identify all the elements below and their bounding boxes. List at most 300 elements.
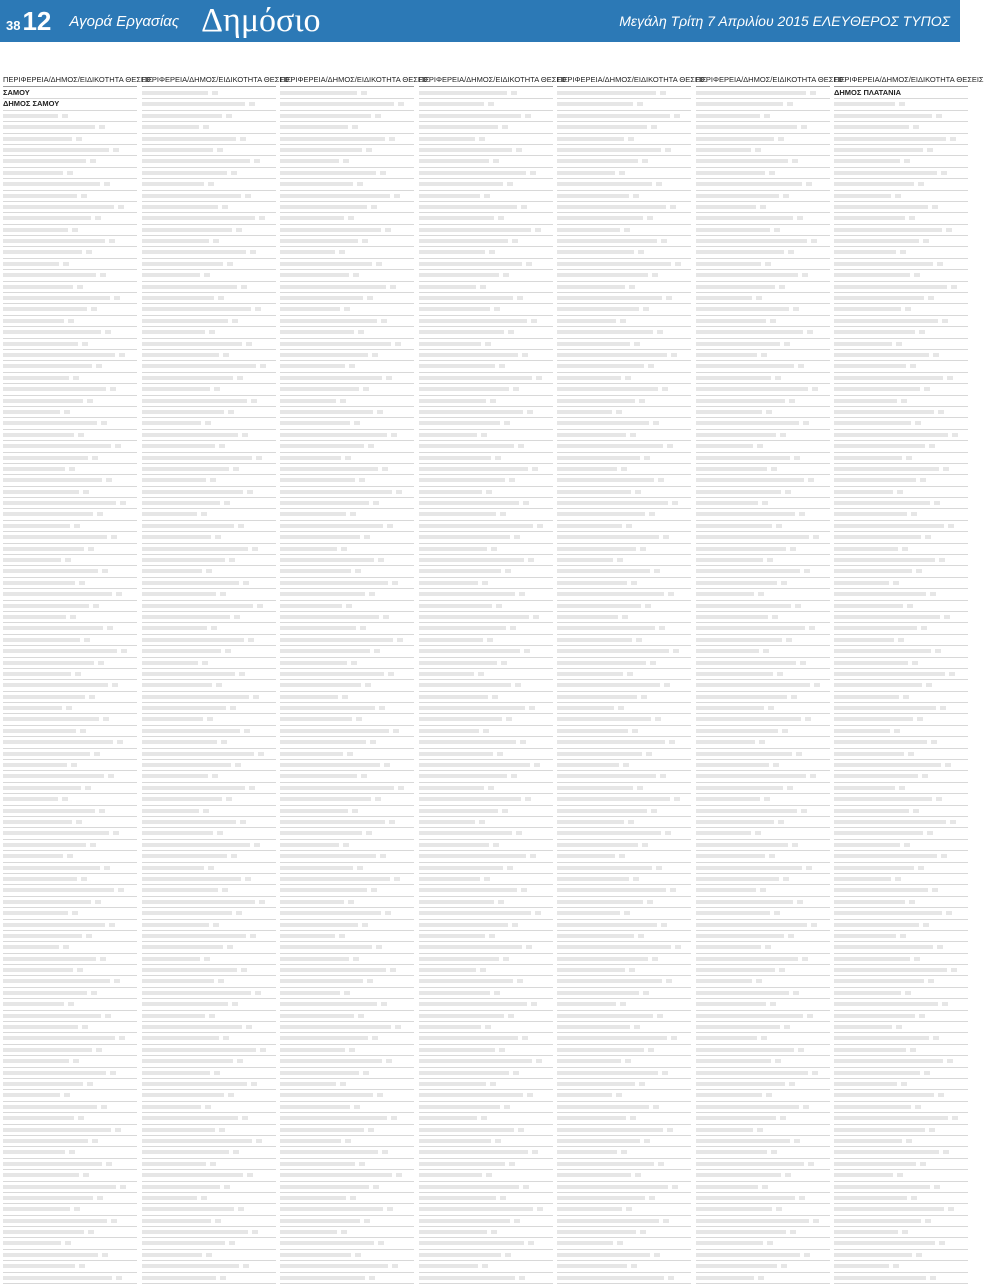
listing-row-placeholder	[142, 1125, 276, 1136]
listing-row-placeholder	[419, 179, 553, 190]
listing-row-placeholder	[280, 350, 414, 361]
listing-row-placeholder	[142, 703, 276, 714]
listing-row-placeholder	[696, 453, 830, 464]
listing-row-placeholder	[142, 828, 276, 839]
listing-row-placeholder	[3, 1136, 137, 1147]
listing-row-placeholder	[419, 771, 553, 782]
listing-row-placeholder	[3, 1193, 137, 1204]
listing-row-placeholder	[419, 111, 553, 122]
listing-row-placeholder	[419, 806, 553, 817]
listing-row-placeholder	[3, 247, 137, 258]
listing-row-placeholder	[557, 954, 691, 965]
listing-row-placeholder	[834, 897, 968, 908]
listing-row-placeholder	[142, 680, 276, 691]
listing-row-placeholder	[557, 669, 691, 680]
listing-row-placeholder	[419, 1033, 553, 1044]
section-heading-row	[3, 99, 137, 110]
listing-row-placeholder	[3, 1113, 137, 1124]
listing-row-placeholder	[3, 373, 137, 384]
listing-row-placeholder	[142, 316, 276, 327]
listing-row-placeholder	[3, 874, 137, 885]
row-label: ΣΑΜΟΥ	[3, 88, 30, 97]
listing-row-placeholder	[280, 726, 414, 737]
listing-row-placeholder	[280, 1011, 414, 1022]
listing-row-placeholder	[142, 407, 276, 418]
listing-row-placeholder	[696, 942, 830, 953]
listing-row-placeholder	[696, 156, 830, 167]
listing-row-placeholder	[419, 612, 553, 623]
listing-row-placeholder	[696, 1136, 830, 1147]
listing-row-placeholder	[3, 817, 137, 828]
listing-row-placeholder	[3, 1102, 137, 1113]
listing-row-placeholder	[142, 1147, 276, 1158]
listing-row-placeholder	[834, 1261, 968, 1272]
listing-row-placeholder	[557, 965, 691, 976]
listing-row-placeholder	[142, 1204, 276, 1215]
listing-row-placeholder	[419, 1204, 553, 1215]
listing-row-placeholder	[557, 384, 691, 395]
listing-row-placeholder	[557, 1125, 691, 1136]
listing-row-placeholder	[557, 498, 691, 509]
listing-row-placeholder	[280, 1022, 414, 1033]
listing-row-placeholder	[419, 646, 553, 657]
listing-row-placeholder	[280, 783, 414, 794]
listing-row-placeholder	[419, 145, 553, 156]
listing-row-placeholder	[557, 1170, 691, 1181]
listing-row-placeholder	[696, 1273, 830, 1284]
listing-row-placeholder	[419, 384, 553, 395]
listing-row-placeholder	[280, 441, 414, 452]
listing-row-placeholder	[834, 680, 968, 691]
listing-row-placeholder	[834, 1045, 968, 1056]
listing-row-placeholder	[3, 156, 137, 167]
listing-row-placeholder	[142, 885, 276, 896]
listing-row-placeholder	[834, 1238, 968, 1249]
listing-row-placeholder	[280, 179, 414, 190]
listing-row-placeholder	[696, 1113, 830, 1124]
listing-row-placeholder	[696, 885, 830, 896]
listing-row-placeholder	[696, 874, 830, 885]
listing-row-placeholder	[557, 509, 691, 520]
listing-row-placeholder	[142, 487, 276, 498]
listing-row-placeholder	[419, 1045, 553, 1056]
listing-row-placeholder	[280, 122, 414, 133]
listing-row-placeholder	[142, 293, 276, 304]
listing-row-placeholder	[557, 361, 691, 372]
listing-row-placeholder	[696, 179, 830, 190]
listing-row-placeholder	[834, 373, 968, 384]
listing-row-placeholder	[557, 179, 691, 190]
listing-row-placeholder	[696, 1011, 830, 1022]
listing-row-placeholder	[142, 1159, 276, 1170]
listing-row-placeholder	[280, 680, 414, 691]
listing-row-placeholder	[3, 532, 137, 543]
listing-row-placeholder	[3, 384, 137, 395]
listing-row-placeholder	[696, 828, 830, 839]
listing-column	[834, 74, 984, 1284]
listing-row-placeholder	[3, 806, 137, 817]
listing-row-placeholder	[142, 635, 276, 646]
listing-row-placeholder	[280, 885, 414, 896]
listing-row-placeholder	[142, 99, 276, 110]
listing-row-placeholder	[142, 384, 276, 395]
listing-row-placeholder	[696, 544, 830, 555]
listing-row-placeholder	[280, 88, 414, 99]
listing-row-placeholder	[834, 942, 968, 953]
listing-row-placeholder	[280, 1182, 414, 1193]
listing-row-placeholder	[419, 282, 553, 293]
listing-row-placeholder	[696, 1102, 830, 1113]
listing-row-placeholder	[142, 179, 276, 190]
listing-row-placeholder	[557, 1068, 691, 1079]
listing-row-placeholder	[280, 589, 414, 600]
listing-row-placeholder	[834, 1079, 968, 1090]
listing-row-placeholder	[3, 589, 137, 600]
listing-row-placeholder	[696, 339, 830, 350]
listing-row-placeholder	[419, 441, 553, 452]
listing-row-placeholder	[419, 532, 553, 543]
listing-row-placeholder	[3, 1159, 137, 1170]
listing-row-placeholder	[557, 658, 691, 669]
listing-row-placeholder	[142, 965, 276, 976]
listing-row-placeholder	[419, 247, 553, 258]
listing-row-placeholder	[834, 828, 968, 839]
listing-row-placeholder	[557, 885, 691, 896]
listing-row-placeholder	[3, 703, 137, 714]
listing-row-placeholder	[142, 464, 276, 475]
listing-row-placeholder	[696, 304, 830, 315]
listing-row-placeholder	[280, 111, 414, 122]
listing-row-placeholder	[419, 988, 553, 999]
listing-row-placeholder	[696, 1090, 830, 1101]
listing-row-placeholder	[280, 646, 414, 657]
section-heading-row	[834, 88, 968, 99]
listing-row-placeholder	[280, 976, 414, 987]
listing-row-placeholder	[557, 453, 691, 464]
listing-row-placeholder	[557, 1193, 691, 1204]
listing-row-placeholder	[142, 373, 276, 384]
listing-row-placeholder	[834, 1090, 968, 1101]
listing-row-placeholder	[419, 1113, 553, 1124]
listing-row-placeholder	[557, 145, 691, 156]
listing-row-placeholder	[834, 988, 968, 999]
listing-row-placeholder	[557, 1090, 691, 1101]
listing-row-placeholder	[280, 692, 414, 703]
listing-row-placeholder	[3, 612, 137, 623]
listing-row-placeholder	[142, 714, 276, 725]
listing-row-placeholder	[557, 418, 691, 429]
listing-row-placeholder	[3, 1022, 137, 1033]
listing-row-placeholder	[280, 749, 414, 760]
listing-row-placeholder	[142, 1261, 276, 1272]
listing-row-placeholder	[142, 1216, 276, 1227]
listing-row-placeholder	[834, 544, 968, 555]
listing-row-placeholder	[142, 544, 276, 555]
listing-row-placeholder	[557, 737, 691, 748]
listing-row-placeholder	[696, 213, 830, 224]
listing-row-placeholder	[280, 908, 414, 919]
listing-row-placeholder	[3, 1011, 137, 1022]
listing-row-placeholder	[419, 976, 553, 987]
listing-row-placeholder	[3, 396, 137, 407]
listing-row-placeholder	[280, 498, 414, 509]
listing-row-placeholder	[696, 236, 830, 247]
listing-row-placeholder	[419, 942, 553, 953]
listing-row-placeholder	[142, 1011, 276, 1022]
listing-row-placeholder	[834, 156, 968, 167]
listing-row-placeholder	[834, 1102, 968, 1113]
listing-row-placeholder	[834, 737, 968, 748]
listing-row-placeholder	[280, 407, 414, 418]
listing-row-placeholder	[142, 863, 276, 874]
listing-row-placeholder	[834, 1273, 968, 1284]
listing-row-placeholder	[3, 692, 137, 703]
listing-row-placeholder	[557, 1147, 691, 1158]
listing-row-placeholder	[419, 658, 553, 669]
listing-row-placeholder	[834, 418, 968, 429]
listing-row-placeholder	[142, 418, 276, 429]
listing-row-placeholder	[3, 544, 137, 555]
listing-row-placeholder	[557, 99, 691, 110]
listing-row-placeholder	[142, 270, 276, 281]
listing-row-placeholder	[834, 589, 968, 600]
listing-row-placeholder	[557, 213, 691, 224]
listing-row-placeholder	[3, 361, 137, 372]
listing-row-placeholder	[3, 976, 137, 987]
listing-row-placeholder	[834, 669, 968, 680]
listing-row-placeholder	[834, 1136, 968, 1147]
listing-row-placeholder	[696, 920, 830, 931]
listing-row-placeholder	[557, 612, 691, 623]
listing-row-placeholder	[557, 270, 691, 281]
listing-row-placeholder	[142, 669, 276, 680]
listing-row-placeholder	[419, 236, 553, 247]
listing-row-placeholder	[696, 1045, 830, 1056]
listing-row-placeholder	[280, 475, 414, 486]
listing-row-placeholder	[3, 1238, 137, 1249]
listing-row-placeholder	[834, 407, 968, 418]
listing-row-placeholder	[557, 202, 691, 213]
listing-row-placeholder	[696, 1250, 830, 1261]
listing-row-placeholder	[557, 931, 691, 942]
listing-row-placeholder	[280, 1261, 414, 1272]
listing-row-placeholder	[834, 327, 968, 338]
listing-row-placeholder	[142, 441, 276, 452]
listing-row-placeholder	[142, 555, 276, 566]
listing-row-placeholder	[3, 726, 137, 737]
listing-row-placeholder	[142, 1045, 276, 1056]
listing-row-placeholder	[834, 304, 968, 315]
listing-row-placeholder	[280, 247, 414, 258]
listing-row-placeholder	[3, 293, 137, 304]
listing-row-placeholder	[696, 418, 830, 429]
row-count	[123, 99, 137, 109]
listing-row-placeholder	[142, 396, 276, 407]
listing-row-placeholder	[696, 646, 830, 657]
listing-row-placeholder	[419, 999, 553, 1010]
listing-row-placeholder	[834, 509, 968, 520]
listing-row-placeholder	[557, 703, 691, 714]
listing-row-placeholder	[142, 783, 276, 794]
listing-row-placeholder	[142, 430, 276, 441]
listing-row-placeholder	[280, 316, 414, 327]
listing-row-placeholder	[557, 840, 691, 851]
listing-row-placeholder	[419, 464, 553, 475]
listing-row-placeholder	[834, 247, 968, 258]
listing-row-placeholder	[419, 954, 553, 965]
listing-row-placeholder	[696, 327, 830, 338]
listing-row-placeholder	[834, 453, 968, 464]
listing-row-placeholder	[142, 361, 276, 372]
listing-row-placeholder	[419, 316, 553, 327]
listing-row-placeholder	[834, 1227, 968, 1238]
listing-row-placeholder	[834, 213, 968, 224]
listing-row-placeholder	[834, 191, 968, 202]
listing-row-placeholder	[696, 840, 830, 851]
listing-row-placeholder	[3, 487, 137, 498]
listing-row-placeholder	[696, 145, 830, 156]
listing-column	[557, 74, 707, 1284]
listing-row-placeholder	[696, 714, 830, 725]
listing-row-placeholder	[3, 555, 137, 566]
listing-row-placeholder	[557, 282, 691, 293]
listing-row-placeholder	[419, 1238, 553, 1249]
listing-row-placeholder	[696, 247, 830, 258]
listing-row-placeholder	[142, 931, 276, 942]
listing-row-placeholder	[419, 635, 553, 646]
listing-row-placeholder	[280, 760, 414, 771]
listing-row-placeholder	[696, 1193, 830, 1204]
listing-row-placeholder	[3, 145, 137, 156]
listing-row-placeholder	[696, 908, 830, 919]
listing-row-placeholder	[419, 623, 553, 634]
listing-row-placeholder	[3, 1090, 137, 1101]
listing-row-placeholder	[142, 191, 276, 202]
listing-row-placeholder	[142, 908, 276, 919]
listing-row-placeholder	[142, 942, 276, 953]
listing-row-placeholder	[280, 225, 414, 236]
listing-row-placeholder	[280, 134, 414, 145]
listing-row-placeholder	[3, 259, 137, 270]
listing-row-placeholder	[3, 885, 137, 896]
listing-row-placeholder	[280, 920, 414, 931]
listing-row-placeholder	[419, 578, 553, 589]
listing-row-placeholder	[280, 373, 414, 384]
listing-row-placeholder	[834, 1159, 968, 1170]
listing-row-placeholder	[696, 111, 830, 122]
listing-row-placeholder	[696, 373, 830, 384]
listing-row-placeholder	[142, 976, 276, 987]
listing-row-placeholder	[557, 783, 691, 794]
listing-row-placeholder	[419, 99, 553, 110]
listing-row-placeholder	[696, 191, 830, 202]
listing-row-placeholder	[280, 430, 414, 441]
listing-row-placeholder	[280, 1136, 414, 1147]
listing-row-placeholder	[696, 521, 830, 532]
listing-row-placeholder	[557, 1011, 691, 1022]
listing-row-placeholder	[557, 1238, 691, 1249]
listing-row-placeholder	[3, 737, 137, 748]
listing-row-placeholder	[557, 1056, 691, 1067]
listing-row-placeholder	[142, 737, 276, 748]
listing-row-placeholder	[142, 806, 276, 817]
listing-row-placeholder	[834, 1204, 968, 1215]
listing-row-placeholder	[696, 1068, 830, 1079]
listing-row-placeholder	[419, 817, 553, 828]
listing-row-placeholder	[557, 1045, 691, 1056]
listing-row-placeholder	[557, 988, 691, 999]
listing-row-placeholder	[419, 794, 553, 805]
listing-row-placeholder	[696, 658, 830, 669]
listing-row-placeholder	[142, 566, 276, 577]
listing-row-placeholder	[696, 851, 830, 862]
listing-row-placeholder	[280, 509, 414, 520]
listing-row-placeholder	[557, 156, 691, 167]
listing-row-placeholder	[3, 931, 137, 942]
listing-row-placeholder	[3, 453, 137, 464]
listing-row-placeholder	[280, 339, 414, 350]
listing-row-placeholder	[696, 1216, 830, 1227]
listing-row-placeholder	[834, 578, 968, 589]
listing-row-placeholder	[419, 213, 553, 224]
listing-row-placeholder	[142, 794, 276, 805]
listing-row-placeholder	[142, 954, 276, 965]
listing-row-placeholder	[834, 145, 968, 156]
listing-row-placeholder	[696, 703, 830, 714]
listing-row-placeholder	[696, 202, 830, 213]
listing-row-placeholder	[280, 1113, 414, 1124]
listing-row-placeholder	[142, 259, 276, 270]
listing-column	[3, 74, 153, 1284]
listing-row-placeholder	[142, 1090, 276, 1101]
listing-row-placeholder	[557, 1227, 691, 1238]
listing-row-placeholder	[3, 908, 137, 919]
listing-row-placeholder	[142, 658, 276, 669]
listing-row-placeholder	[280, 578, 414, 589]
listing-row-placeholder	[419, 487, 553, 498]
listing-row-placeholder	[696, 407, 830, 418]
listing-row-placeholder	[3, 509, 137, 520]
listing-row-placeholder	[142, 1136, 276, 1147]
listing-row-placeholder	[280, 168, 414, 179]
listing-row-placeholder	[834, 1182, 968, 1193]
listing-row-placeholder	[834, 1022, 968, 1033]
listing-row-placeholder	[557, 714, 691, 725]
listing-row-placeholder	[419, 828, 553, 839]
listing-row-placeholder	[142, 111, 276, 122]
listing-row-placeholder	[696, 134, 830, 145]
listing-row-placeholder	[696, 692, 830, 703]
listing-row-placeholder	[557, 749, 691, 760]
listing-row-placeholder	[834, 749, 968, 760]
listing-row-placeholder	[557, 1102, 691, 1113]
listing-row-placeholder	[696, 612, 830, 623]
listing-row-placeholder	[3, 304, 137, 315]
listing-row-placeholder	[142, 1273, 276, 1284]
listing-row-placeholder	[696, 931, 830, 942]
listing-row-placeholder	[419, 749, 553, 760]
listing-row-placeholder	[557, 976, 691, 987]
listing-row-placeholder	[557, 350, 691, 361]
listing-row-placeholder	[834, 806, 968, 817]
listing-row-placeholder	[280, 840, 414, 851]
listing-row-placeholder	[3, 988, 137, 999]
listing-row-placeholder	[419, 1125, 553, 1136]
listing-row-placeholder	[3, 828, 137, 839]
listing-row-placeholder	[280, 304, 414, 315]
listing-row-placeholder	[696, 532, 830, 543]
listing-row-placeholder	[696, 669, 830, 680]
